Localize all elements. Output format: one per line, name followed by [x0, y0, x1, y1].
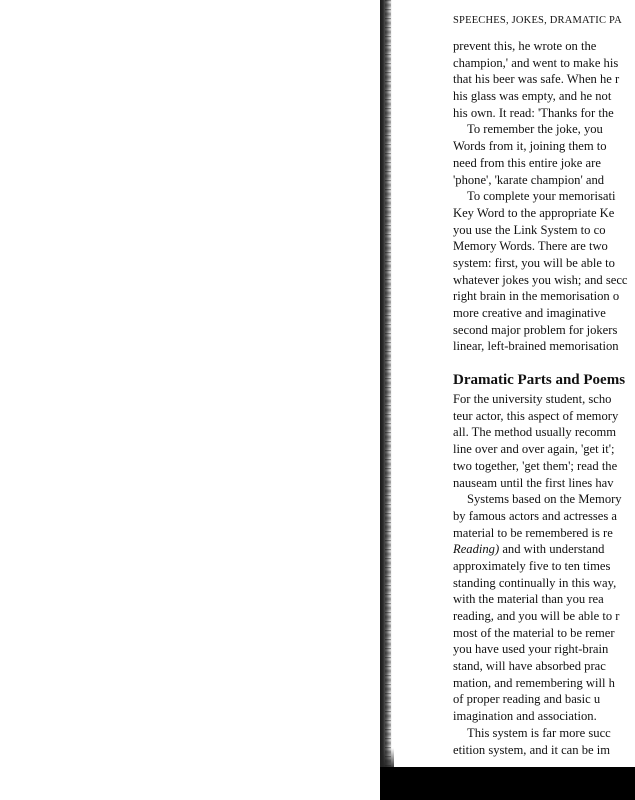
text-line: you use the Link System to co — [453, 222, 606, 237]
text-line: of proper reading and basic u — [453, 692, 601, 707]
running-head: SPEECHES, JOKES, DRAMATIC PA — [453, 15, 622, 26]
text-line: 'phone', 'karate champion' and — [453, 172, 605, 187]
text-line: right brain in the memorisation o — [453, 289, 620, 304]
paragraph-3 — [453, 188, 635, 355]
text-line: Key Word to the appropriate Ke — [453, 205, 615, 220]
text-line: that his beer was safe. When he r — [453, 72, 620, 87]
text-line: Systems based on the Memory — [467, 492, 622, 507]
text-line: Words from it, joining them to — [453, 139, 607, 154]
italic-reference: Reading) — [453, 542, 500, 557]
text-line: Memory Words. There are two — [453, 239, 608, 254]
paragraph-5 — [453, 491, 635, 725]
book-spine-texture — [385, 0, 391, 800]
text-line: second major problem for jokers — [453, 322, 618, 337]
text-line: champion,' and went to make his — [453, 55, 619, 70]
text-line: with the material than you rea — [453, 592, 604, 607]
text-line: prevent this, he wrote on the — [453, 39, 597, 53]
text-run: and with understand — [499, 542, 605, 557]
text-line: you have used your right-brain — [453, 642, 609, 657]
text-line: need from this entire joke are — [453, 155, 601, 170]
text-line: standing continually in this way, — [453, 575, 617, 590]
text-line: This system is far more succ — [467, 725, 611, 740]
section-gap — [453, 355, 635, 371]
paragraph-1 — [453, 38, 635, 121]
text-line: etition system, and it can be im — [453, 742, 611, 757]
paragraph-4 — [453, 391, 635, 491]
text-line: by famous actors and actresses a — [453, 508, 618, 523]
text-line: approximately five to ten times — [453, 558, 611, 573]
text-line: most of the material to be remer — [453, 625, 615, 640]
text-line — [453, 541, 635, 558]
section-heading: Dramatic Parts and Poems — [453, 372, 626, 389]
paragraph-6 — [453, 725, 635, 758]
text-line: more creative and imaginative — [453, 306, 606, 320]
text-line: teur actor, this aspect of memory — [453, 408, 619, 423]
text-line: To remember the joke, you — [467, 122, 603, 137]
text-line: reading, and you will be able to r — [453, 609, 620, 623]
text-line: line over and over again, 'get it'; — [453, 442, 615, 457]
text-line: nauseam until the first lines hav — [453, 475, 614, 490]
paragraph-2 — [453, 121, 635, 188]
text-line: linear, left-brained memorisation — [453, 339, 619, 354]
text-line: material to be remembered is re — [453, 525, 613, 540]
text-line: all. The method usually recomm — [453, 425, 617, 440]
text-line: his glass was empty, and he not — [453, 89, 612, 104]
text-line: his own. It read: 'Thanks for the — [453, 105, 614, 120]
text-line: mation, and remembering will h — [453, 675, 615, 690]
scan-bottom-edge — [380, 767, 635, 800]
text-line: To complete your memorisati — [467, 189, 616, 204]
text-line: whatever jokes you wish; and secc — [453, 272, 628, 287]
text-line: stand, will have absorbed prac — [453, 659, 606, 674]
page-text — [453, 38, 635, 758]
text-line: For the university student, scho — [453, 392, 612, 407]
text-line: system: first, you will be able to — [453, 255, 615, 270]
text-line: two together, 'get them'; read the — [453, 458, 618, 473]
text-line: imagination and association. — [453, 709, 597, 724]
